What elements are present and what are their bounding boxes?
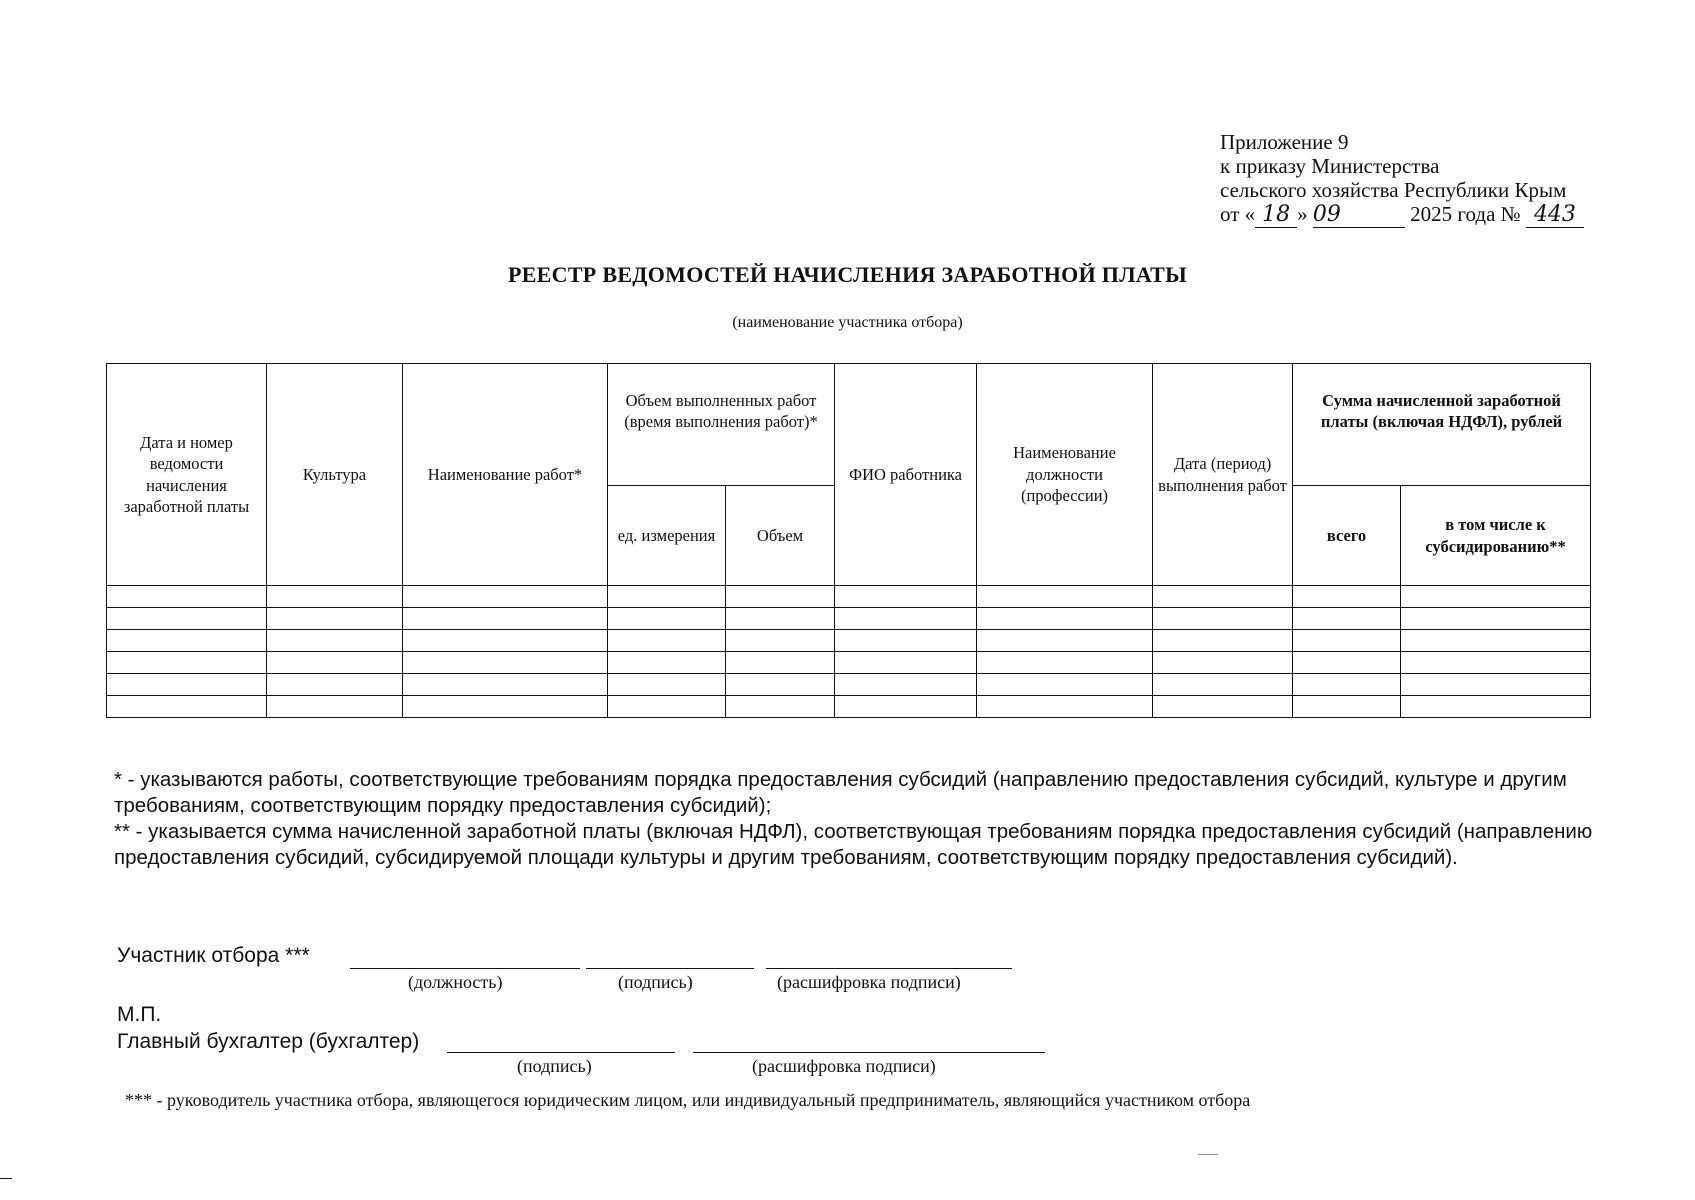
table-cell (835, 630, 977, 652)
footnote: *** - руководитель участника отбора, являющегося юридическим лицом, или индивидуальный предприниматель, являющийся участником отбора (125, 1090, 1251, 1110)
table-cell (726, 608, 835, 630)
accountant-decode-line (693, 1052, 1045, 1053)
header-unit: ед. измерения (608, 486, 726, 586)
table-cell (835, 696, 977, 718)
table-cell (608, 608, 726, 630)
table-cell (608, 696, 726, 718)
table-cell (1293, 630, 1401, 652)
table-cell (726, 630, 835, 652)
table-cell (1401, 674, 1591, 696)
table-cell (977, 608, 1153, 630)
table-row (107, 652, 1591, 674)
header-date-number: Дата и номер ведомости начисления заработной платы (107, 364, 267, 586)
table-cell (977, 652, 1153, 674)
table-cell (1153, 696, 1293, 718)
table-row (107, 630, 1591, 652)
document-title: РЕЕСТР ВЕДОМОСТЕЙ НАЧИСЛЕНИЯ ЗАРАБОТНОЙ ПЛАТЫ (507, 262, 1188, 287)
registry-table (106, 363, 1591, 718)
appendix-line-2: к приказу Министерства (1220, 154, 1440, 178)
table-cell (1401, 608, 1591, 630)
table-cell (1401, 652, 1591, 674)
signature-caption: (подпись) (618, 972, 693, 992)
table-cell (267, 608, 403, 630)
table-cell (403, 608, 608, 630)
table-cell (267, 586, 403, 608)
header-row-1 (107, 364, 1591, 486)
table-row (107, 696, 1591, 718)
table-cell (835, 586, 977, 608)
table-row (107, 586, 1591, 608)
table-cell (977, 586, 1153, 608)
table-cell (1293, 608, 1401, 630)
notes (114, 767, 1594, 871)
table-cell (1401, 586, 1591, 608)
table-cell (1153, 674, 1293, 696)
table-cell (977, 696, 1153, 718)
table-cell (267, 652, 403, 674)
table-cell (107, 696, 267, 718)
table-cell (403, 586, 608, 608)
table-cell (1153, 652, 1293, 674)
table-cell (835, 652, 977, 674)
header-sum-group: Сумма начисленной заработной платы (включая НДФЛ), рублей (1293, 364, 1591, 486)
table-cell (726, 674, 835, 696)
table-cell (107, 652, 267, 674)
decode-line (766, 968, 1012, 969)
table-cell (1153, 586, 1293, 608)
table-cell (1293, 652, 1401, 674)
table-cell (267, 696, 403, 718)
participant-label: Участник отбора *** (117, 944, 310, 967)
table-cell (107, 586, 267, 608)
table-cell (977, 630, 1153, 652)
accountant-signature-line (447, 1052, 675, 1053)
table-cell (1293, 696, 1401, 718)
note-1: * - указываются работы, соответствующие требованиям порядка предоставления субсидий (направлению предоставления субсидий, культуре и другим требованиям, соответствующим порядку предоставления субсидий); (114, 768, 1567, 817)
header-volume-group: Объем выполненных работ (время выполнения работ)* (608, 364, 835, 486)
accountant-label: Главный бухгалтер (бухгалтер) (117, 1030, 420, 1053)
table-cell (1401, 630, 1591, 652)
table-cell (107, 630, 267, 652)
appendix-date-line (1220, 202, 1584, 228)
table-cell (1293, 674, 1401, 696)
signature-line (586, 968, 754, 969)
handwritten-month: 09 (1313, 203, 1405, 228)
table-cell (977, 674, 1153, 696)
table-cell (726, 696, 835, 718)
table-cell (107, 608, 267, 630)
table-cell (726, 586, 835, 608)
header-total: всего (1293, 486, 1401, 586)
table-cell (608, 674, 726, 696)
table-cell (403, 630, 608, 652)
table-cell (403, 696, 608, 718)
appendix-line-3: сельского хозяйства Республики Крым (1220, 178, 1567, 202)
table-cell (608, 630, 726, 652)
document-subtitle: (наименование участника отбора) (732, 314, 963, 331)
header-culture: Культура (267, 364, 403, 586)
accountant-decode-caption: (расшифровка подписи) (752, 1056, 936, 1076)
table-cell (1153, 608, 1293, 630)
decode-caption: (расшифровка подписи) (777, 972, 961, 992)
table-cell (608, 586, 726, 608)
handwritten-day: 18 (1255, 203, 1297, 228)
table-cell (608, 652, 726, 674)
position-line (350, 968, 580, 969)
header-work-name: Наименование работ* (403, 364, 608, 586)
appendix-line-1: Приложение 9 (1220, 130, 1349, 154)
table-row (107, 674, 1591, 696)
table-cell (403, 674, 608, 696)
note-2: ** - указывается сумма начисленной заработной платы (включая НДФЛ), соответствующая требованиям порядка предоставления субсидий (направлению предоставления субсидий, субсидируемой площади культуры и другим требованиям, соответствующим порядку предоставления субсидий). (114, 820, 1593, 869)
table-cell (1401, 696, 1591, 718)
appendix-block (1220, 130, 1584, 228)
from-prefix: от « (1220, 202, 1256, 226)
header-subsidized: в том числе к субсидированию** (1401, 486, 1591, 586)
header-volume: Объем (726, 486, 835, 586)
header-date-period: Дата (период) выполнения работ (1153, 364, 1293, 586)
stamp-label: М.П. (117, 1003, 162, 1026)
table-cell (835, 674, 977, 696)
accountant-signature-caption: (подпись) (517, 1056, 592, 1076)
header-position: Наименование должности (профессии) (977, 364, 1153, 586)
table-row (107, 608, 1591, 630)
table-cell (267, 674, 403, 696)
day-close: » (1297, 202, 1308, 226)
table-cell (1293, 586, 1401, 608)
scan-mark (1198, 1154, 1218, 1155)
table-body (107, 586, 1591, 718)
handwritten-order-number: 443 (1526, 203, 1584, 228)
header-fio: ФИО работника (835, 364, 977, 586)
table-cell (726, 652, 835, 674)
table-cell (1153, 630, 1293, 652)
year-text: 2025 года № (1410, 202, 1521, 226)
position-caption: (должность) (408, 972, 503, 992)
table-cell (403, 652, 608, 674)
table-cell (107, 674, 267, 696)
table-cell (267, 630, 403, 652)
scan-mark-left (0, 1178, 12, 1179)
table-cell (835, 608, 977, 630)
